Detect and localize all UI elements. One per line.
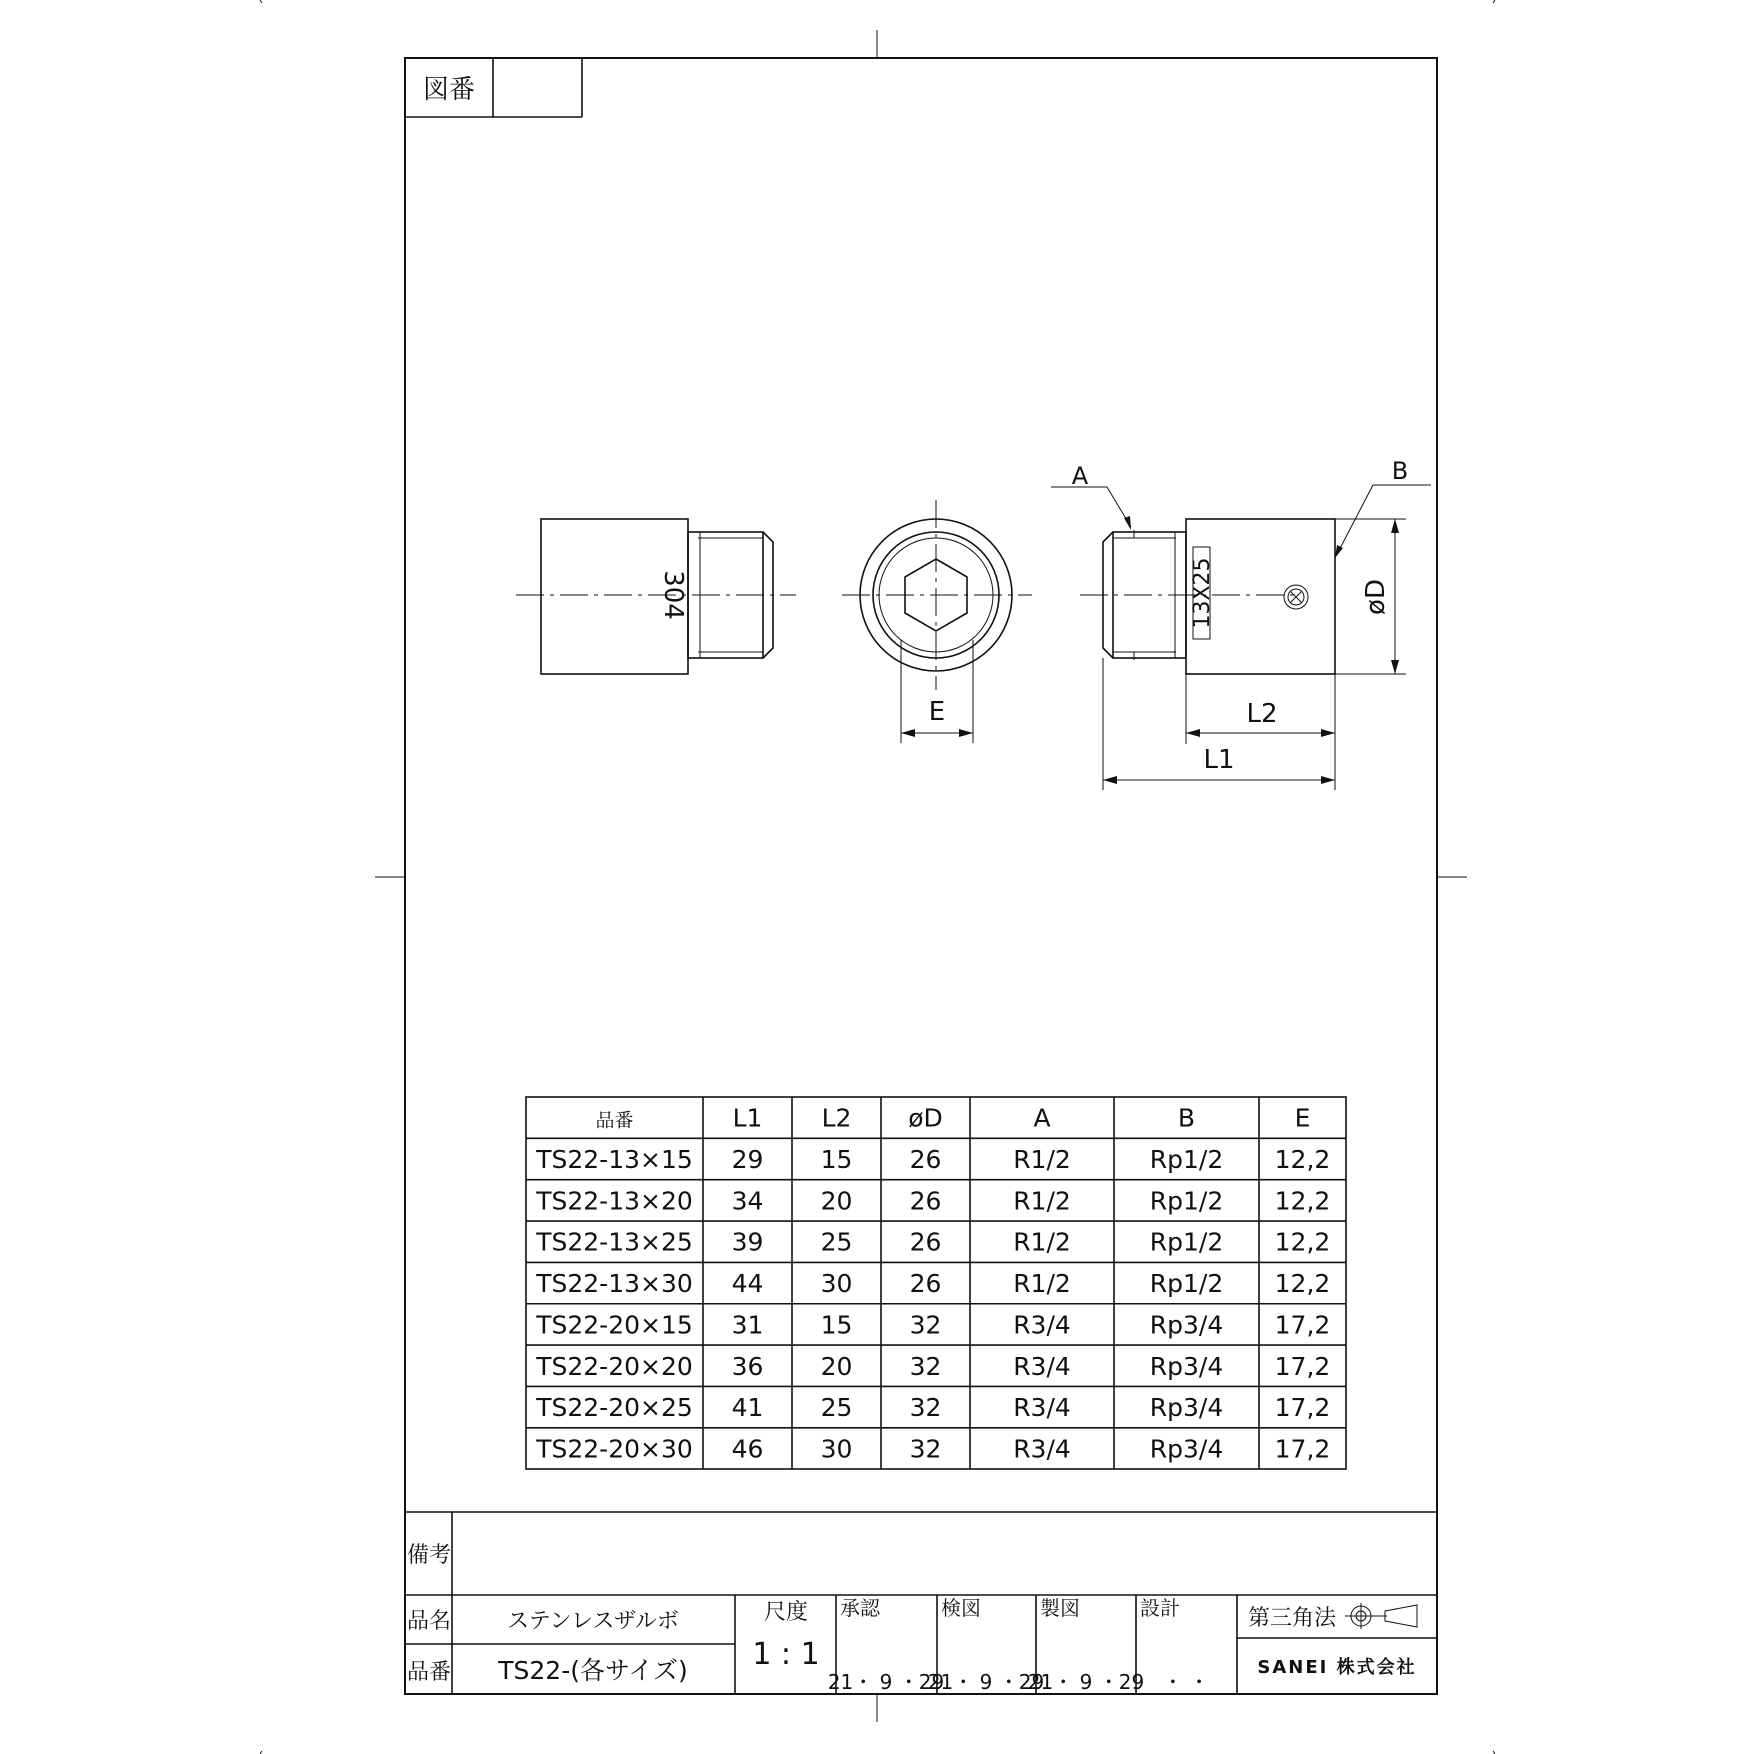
table-header-cell: L2 xyxy=(821,1103,852,1133)
table-cell: 12,2 xyxy=(1274,1145,1331,1175)
scale-value: 1 : 1 xyxy=(752,1637,820,1672)
label-L2: L2 xyxy=(1246,699,1278,729)
label-E: E xyxy=(928,697,946,727)
dimension-table xyxy=(526,1097,1346,1469)
table-cell: 46 xyxy=(731,1434,764,1464)
table-cell: 15 xyxy=(820,1145,853,1175)
table-header-cell: 品番 xyxy=(595,1109,634,1132)
product-name: ステンレスザルボ xyxy=(507,1609,679,1634)
table-cell: 26 xyxy=(909,1186,942,1216)
product-name-label: 品名 xyxy=(406,1609,452,1634)
design-date: ・ ・ xyxy=(1162,1670,1210,1694)
table-cell: 12,2 xyxy=(1274,1186,1331,1216)
drawing-number-box xyxy=(405,58,582,117)
table-cell: TS22-20×30 xyxy=(536,1434,693,1464)
table-cell: R1/2 xyxy=(1013,1269,1071,1299)
table-cell: 20 xyxy=(820,1351,853,1381)
table-cell: 44 xyxy=(731,1269,764,1299)
trim-marks xyxy=(260,0,1495,1754)
projection-label: 第三角法 xyxy=(1247,1606,1337,1631)
table-header-cell: B xyxy=(1177,1103,1196,1133)
table-cell: 20 xyxy=(820,1186,853,1216)
remarks-label: 備考 xyxy=(406,1543,452,1568)
drawing-number-label: 図番 xyxy=(422,75,476,105)
approved-date: 21・ 9 ・29 xyxy=(827,1670,945,1694)
table-cell: R3/4 xyxy=(1013,1434,1071,1464)
table-cell: R3/4 xyxy=(1013,1393,1071,1423)
table-cell: 17,2 xyxy=(1274,1393,1331,1423)
table-cell: Rp1/2 xyxy=(1149,1145,1224,1175)
table-cell: Rp3/4 xyxy=(1149,1434,1224,1464)
table-cell: 17,2 xyxy=(1274,1351,1331,1381)
table-cell: Rp1/2 xyxy=(1149,1269,1224,1299)
right-side-view xyxy=(1051,457,1431,790)
title-block xyxy=(405,1512,1437,1694)
left-side-view xyxy=(516,519,796,674)
table-cell: Rp3/4 xyxy=(1149,1351,1224,1381)
product-number: TS22-(各サイズ) xyxy=(498,1656,688,1685)
table-cell: 34 xyxy=(731,1186,764,1216)
table-cell: TS22-13×30 xyxy=(536,1269,693,1299)
table-cell: Rp1/2 xyxy=(1149,1227,1224,1257)
table-cell: 30 xyxy=(820,1269,853,1299)
third-angle-projection-icon xyxy=(1345,1603,1417,1629)
table-cell: TS22-13×25 xyxy=(536,1227,693,1257)
table-cell: Rp1/2 xyxy=(1149,1186,1224,1216)
table-header-cell: L1 xyxy=(732,1103,763,1133)
table-cell: 32 xyxy=(909,1434,942,1464)
table-cell: 17,2 xyxy=(1274,1310,1331,1340)
table-cell: 32 xyxy=(909,1393,942,1423)
label-A: A xyxy=(1071,462,1089,490)
table-cell: 26 xyxy=(909,1145,942,1175)
checked-date: 21・ 9 ・29 xyxy=(927,1670,1045,1694)
label-L1: L1 xyxy=(1203,745,1235,775)
table-cell: TS22-13×20 xyxy=(536,1186,693,1216)
table-cell: 26 xyxy=(909,1269,942,1299)
table-cell: 12,2 xyxy=(1274,1269,1331,1299)
table-cell: R1/2 xyxy=(1013,1145,1071,1175)
table-cell: 31 xyxy=(731,1310,764,1340)
table-cell: 26 xyxy=(909,1227,942,1257)
table-cell: TS22-20×20 xyxy=(536,1351,693,1381)
table-header-cell: øD xyxy=(908,1103,943,1133)
scale-label: 尺度 xyxy=(763,1600,809,1625)
table-cell: 32 xyxy=(909,1351,942,1381)
table-cell: R3/4 xyxy=(1013,1310,1071,1340)
approved-label: 承認 xyxy=(840,1596,880,1620)
table-cell: Rp3/4 xyxy=(1149,1393,1224,1423)
table-cell: 17,2 xyxy=(1274,1434,1331,1464)
drawn-date: 21・ 9 ・29 xyxy=(1027,1670,1145,1694)
table-cell: Rp3/4 xyxy=(1149,1310,1224,1340)
table-cell: R1/2 xyxy=(1013,1186,1071,1216)
table-cell: 25 xyxy=(820,1393,853,1423)
material-mark: 304 xyxy=(658,570,688,620)
table-cell: 12,2 xyxy=(1274,1227,1331,1257)
table-cell: 15 xyxy=(820,1310,853,1340)
checked-label: 検図 xyxy=(941,1596,981,1620)
table-cell: R1/2 xyxy=(1013,1227,1071,1257)
table-cell: R3/4 xyxy=(1013,1351,1071,1381)
table-cell: TS22-20×15 xyxy=(536,1310,693,1340)
product-number-label: 品番 xyxy=(406,1660,452,1685)
table-cell: 25 xyxy=(820,1227,853,1257)
company-name: SANEI 株式会社 xyxy=(1257,1657,1417,1678)
table-cell: TS22-13×15 xyxy=(536,1145,693,1175)
drawn-label: 製図 xyxy=(1040,1596,1080,1620)
label-D: øD xyxy=(1361,579,1391,615)
table-cell: 30 xyxy=(820,1434,853,1464)
table-cell: 41 xyxy=(731,1393,764,1423)
center-end-view xyxy=(842,500,1032,743)
design-label: 設計 xyxy=(1140,1596,1180,1620)
table-cell: TS22-20×25 xyxy=(536,1393,693,1423)
table-cell: 36 xyxy=(731,1351,764,1381)
label-B: B xyxy=(1391,457,1409,485)
table-cell: 32 xyxy=(909,1310,942,1340)
table-cell: 29 xyxy=(731,1145,764,1175)
table-cell: 39 xyxy=(731,1227,764,1257)
brand-emblem-icon xyxy=(1284,585,1308,609)
size-mark: 13X25 xyxy=(1190,557,1215,629)
table-header-cell: E xyxy=(1294,1103,1311,1133)
table-header-cell: A xyxy=(1033,1103,1051,1133)
